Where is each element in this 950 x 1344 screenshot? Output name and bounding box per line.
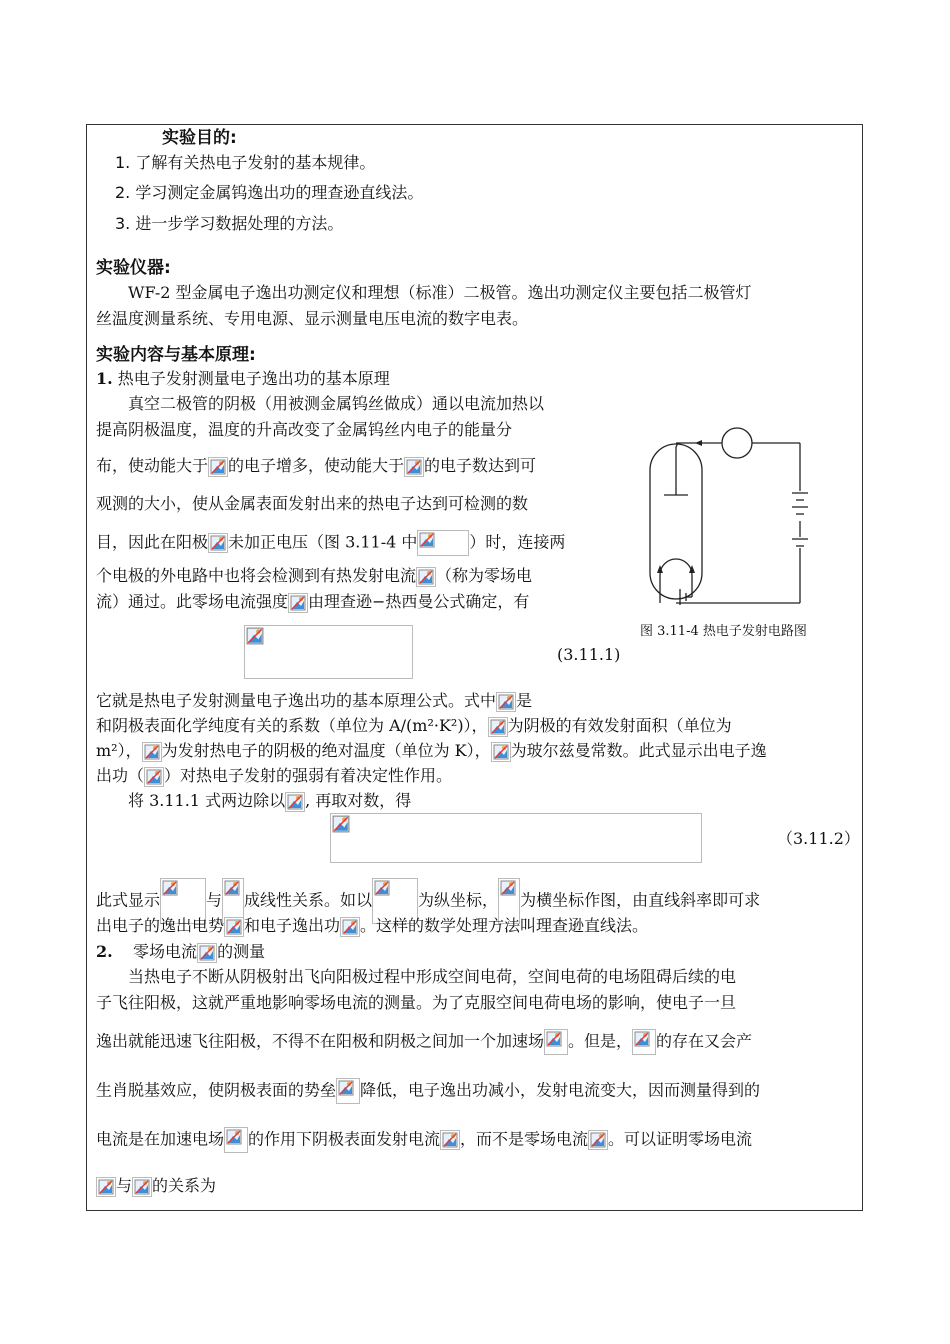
aim-item-1: 1. 了解有关热电子发射的基本规律。: [115, 153, 376, 172]
equation-image-3-11-2: [330, 813, 702, 863]
para5-line-1: 当热电子不断从阴极射出飞向阳极过程中形成空间电荷，空间电荷的电场阻碍后续的电: [128, 967, 737, 986]
formula-image-icon: [224, 1127, 248, 1153]
instrument-line-1: WF-2 型金属电子逸出功测定仪和理想（标准）二极管。逸出功测定仪主要包括二极管灯: [128, 283, 752, 302]
heading-content-principle: 实验内容与基本原理:: [96, 345, 256, 365]
formula-image-icon: [416, 567, 436, 587]
equation-image-3-11-1: [244, 625, 413, 679]
formula-image-icon: [632, 1029, 656, 1055]
para2-line-4: 出功（ ）对热电子发射的强弱有着决定性作用。: [96, 766, 453, 785]
para5-line-2: 子飞往阳极，这就严重地影响零场电流的测量。为了克服空间电荷电场的影响，使电子一旦: [96, 993, 737, 1012]
para5-line-6: 与 的关系为: [96, 1176, 216, 1197]
para5-line-5: 电流是在加速电场 的作用下阴极表面发射电流 ，而不是零场电流 。可以证明零场电流: [96, 1127, 752, 1153]
formula-image-icon: [246, 627, 264, 645]
instrument-line-2: 丝温度测量系统、专用电源、显示测量电压电流的数字电表。: [96, 309, 529, 328]
para5-line-4: 生肖脱基效应，使阴极表面的势垒 降低，电子逸出功减小，发射电流变大，因而测量得到的: [96, 1078, 760, 1104]
equation-number-2: （3.11.2）: [777, 829, 860, 848]
para2-line-1: 它就是热电子发射测量电子逸出功的基本原理公式。式中 是: [96, 691, 533, 710]
section-1-title: 1. 热电子发射测量电子逸出功的基本原理: [96, 369, 390, 388]
section-2-title: 2. 零场电流 的测量: [96, 942, 266, 961]
para2-line-3: m²）， 为发射热电子的阴极的绝对温度（单位为 K）， 为玻尔兹曼常数。此式显示出电子逸: [96, 741, 767, 760]
figure-caption: 图 3.11-4 热电子发射电路图: [640, 624, 807, 639]
aim-item-2: 2. 学习测定金属钨逸出功的理查逊直线法。: [115, 183, 424, 202]
equation-number-1: (3.11.1): [557, 645, 621, 664]
formula-image-icon: [544, 1029, 568, 1055]
aim-item-3: 3. 进一步学习数据处理的方法。: [115, 214, 344, 233]
para5-line-3: 逸出就能迅速飞往阳极，不得不在阳极和阴极之间加一个加速场 。但是， 的存在又会产: [96, 1029, 752, 1055]
formula-image-icon: [142, 742, 162, 762]
formula-image-icon: [132, 1177, 152, 1197]
para3-line: 将 3.11.1 式两边除以 , 再取对数，得: [128, 791, 412, 810]
formula-image-icon: [496, 692, 516, 712]
formula-image-icon: [488, 717, 508, 737]
formula-image-icon: [224, 917, 244, 937]
para1-line-2: 提高阴极温度，温度的升高改变了金属钨丝内电子的能量分: [96, 420, 513, 439]
formula-image-icon: [288, 593, 308, 613]
heading-aims: 实验目的:: [162, 128, 237, 148]
formula-image-icon: [417, 530, 469, 556]
formula-image-icon: [208, 457, 228, 477]
para1-line-3: 布，使动能大于 的电子增多，使动能大于 的电子数达到可: [96, 456, 537, 475]
formula-image-icon: [491, 742, 511, 762]
para1-line-1: 真空二极管的阴极（用被测金属钨丝做成）通以电流加热以: [128, 394, 545, 413]
formula-image-icon: [96, 1177, 116, 1197]
para4-line-2: 出电子的逸出电势 和电子逸出功 。这样的数学处理方法叫理查逊直线法。: [96, 916, 649, 935]
para2-line-2: 和阴极表面化学纯度有关的系数（单位为 A/(m²·K²)）， 为阴极的有效发射面积（单位为: [96, 716, 732, 735]
para1-line-6: 个电极的外电路中也将会检测到有热发射电流 （称为零场电: [96, 566, 533, 585]
para1-line-5: 目，因此在阳极 未加正电压（图 3.11-4 中 ）时，连接两: [96, 530, 565, 556]
formula-image-icon: [332, 815, 350, 833]
para1-line-4: 观测的大小，使从金属表面发射出来的热电子达到可检测的数: [96, 494, 529, 513]
formula-image-icon: [208, 533, 228, 553]
formula-image-icon: [588, 1130, 608, 1150]
formula-image-icon: [404, 457, 424, 477]
para4-line-1: 此式显示 与 成线性关系。如以 为纵坐标， 为横坐标作图，由直线斜率即可求: [96, 878, 760, 924]
formula-image-icon: [144, 767, 164, 787]
thermionic-circuit-diagram: [640, 425, 815, 610]
formula-image-icon: [336, 1078, 360, 1104]
formula-image-icon: [440, 1130, 460, 1150]
heading-instruments: 实验仪器:: [96, 258, 171, 278]
formula-image-icon: [197, 943, 217, 963]
formula-image-icon: [285, 792, 305, 812]
para1-line-7: 流）通过。此零场电流强度 由理查逊−热西曼公式确定，有: [96, 592, 530, 611]
formula-image-icon: [340, 917, 360, 937]
